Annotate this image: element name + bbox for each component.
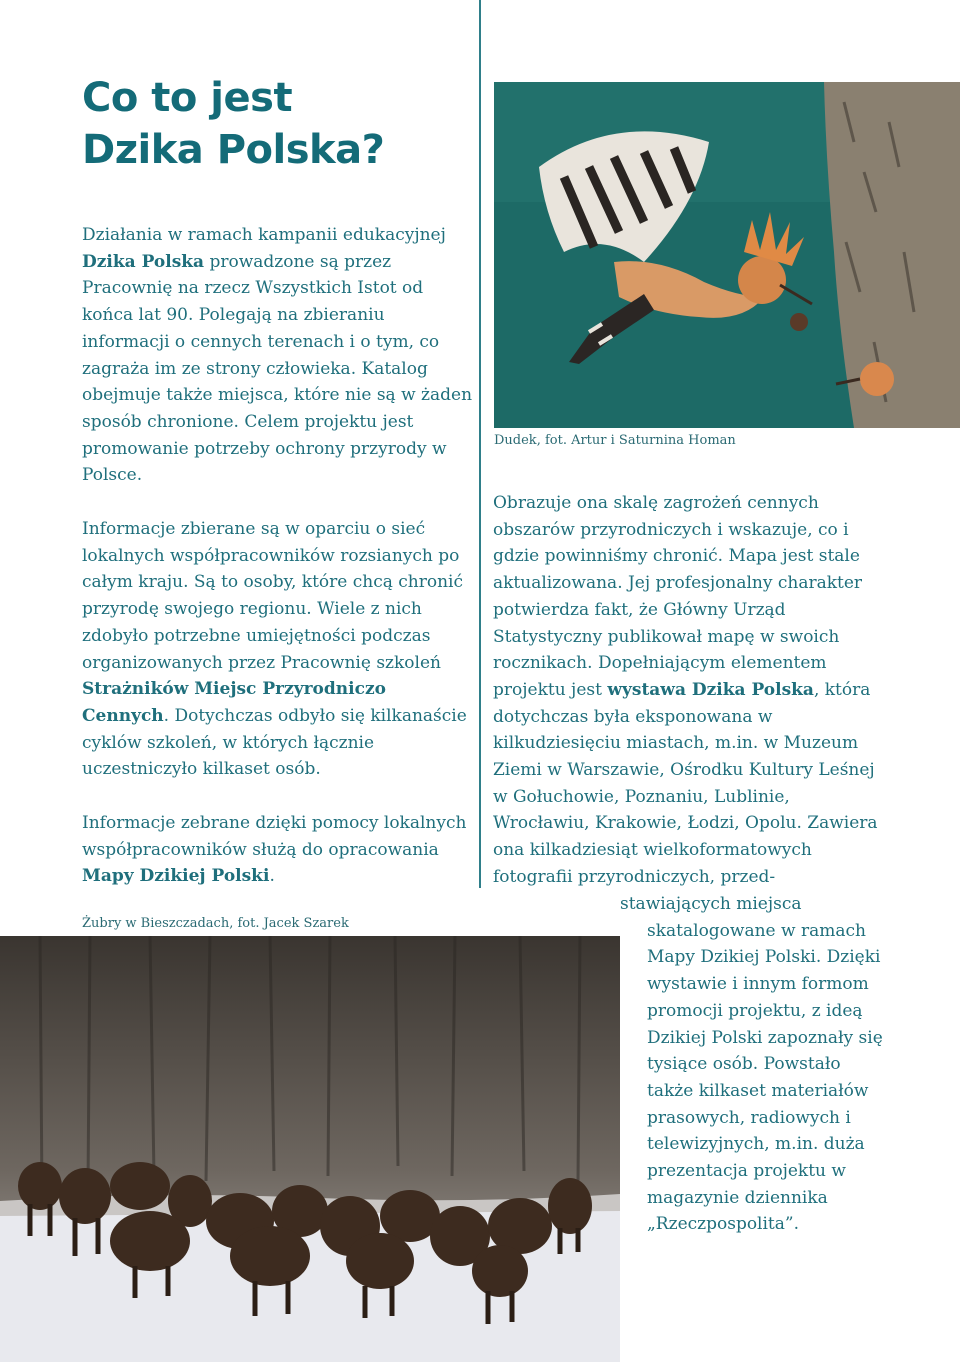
page-title-line1: Co to jest (82, 75, 293, 121)
paragraph-promotion: stawiających miejsca skatalogowane w ramach Mapy Dzikiej Polski. Dzięki wystawie i innym formom promocji projektu, z ideą Dzikiej Polski zapoznały się tysiące osób. Powstało także kilkaset materiałów prasowych, radiowych i telewizyjnych, m.in. duża prezentacja projektu w magazynie dziennika „Rzeczpospolita”. (620, 894, 883, 1235)
paragraph-exhibition-bold: wystawa Dzika Polska (607, 679, 814, 700)
column-divider (479, 0, 481, 888)
paragraph-network-text-c: . Dotychczas odbyło się kilkanaście cyklów szkoleń, w których łącznie uczestniczyło kilkaset osób. (82, 705, 467, 780)
right-column-bottom (620, 891, 883, 1238)
paragraph-map (82, 810, 474, 890)
hoopoe-photo-caption: Dudek, fot. Artur i Saturnina Homan (494, 433, 736, 448)
page-title (82, 72, 384, 176)
paragraph-intro-text-a: Działania w ramach kampanii edukacyjnej (82, 225, 446, 245)
paragraph-exhibition-text-a: Obrazuje ona skalę zagrożeń cennych obszarów przyrodniczych i wskazuje, co i gdzie powinniśmy chronić. Mapa jest stale aktualizowana. Jej profesjonalny charakter potwierdza fakt, że Główny Urząd Statystyczny publikował mapę w swoich rocznikach. Dopełniającym elementem projektu jest (493, 493, 863, 700)
right-column-top (493, 490, 883, 891)
hoopoe-photo (494, 82, 960, 428)
paragraph-network (82, 516, 474, 783)
paragraph-map-text-c: . (269, 866, 275, 887)
paragraph-intro (82, 222, 474, 489)
paragraph-map-bold: Mapy Dzikiej Polski (82, 866, 270, 887)
bison-photo (0, 936, 620, 1362)
page-title-line2: Dzika Polska? (82, 127, 385, 173)
left-column (82, 222, 474, 917)
paragraph-network-bold: Strażników Miejsc Przyrodniczo Cennych (82, 679, 386, 726)
paragraph-intro-text-c: prowadzone są przez Pracownię na rzecz Wszystkich Istot od końca lat 90. Polegają na zbieraniu informacji o cennych terenach i o tym, co zagraża im ze strony człowieka. Katalog obejmuje także miejsca, które nie są w żaden sposób chronione. Celem projektu jest promowanie potrzeby ochrony przyrody w Polsce. (82, 251, 473, 486)
paragraph-intro-bold: Dzika Polska (82, 251, 205, 272)
paragraph-network-text-a: Informacje zbierane są w oparciu o sieć lokalnych współpracowników rozsianych po całym kraju. Są to osoby, które chcą chronić przyrodę swojego regionu. Wiele z nich zdobyło potrzebne umiejętności podczas organizowanych przez Pracownię szkoleń (82, 519, 463, 673)
paragraph-map-text-a: Informacje zebrane dzięki pomocy lokalnych współpracowników służą do opracowania (82, 813, 467, 860)
bison-photo-caption: Żubry w Bieszczadach, fot. Jacek Szarek (82, 916, 349, 931)
paragraph-exhibition-text-c: , która dotychczas była eksponowana w kilkudziesięciu miastach, m.in. w Muzeum Ziemi w Warszawie, Ośrodku Kultury Leśnej w Gołuchowie, Poznaniu, Lublinie, Wrocławiu, Krakowie, Łodzi, Opolu. Zawiera ona kilkadziesiąt wielkoformatowych fotografii przyrodniczych, przed- (493, 679, 878, 887)
paragraph-exhibition (493, 490, 883, 891)
